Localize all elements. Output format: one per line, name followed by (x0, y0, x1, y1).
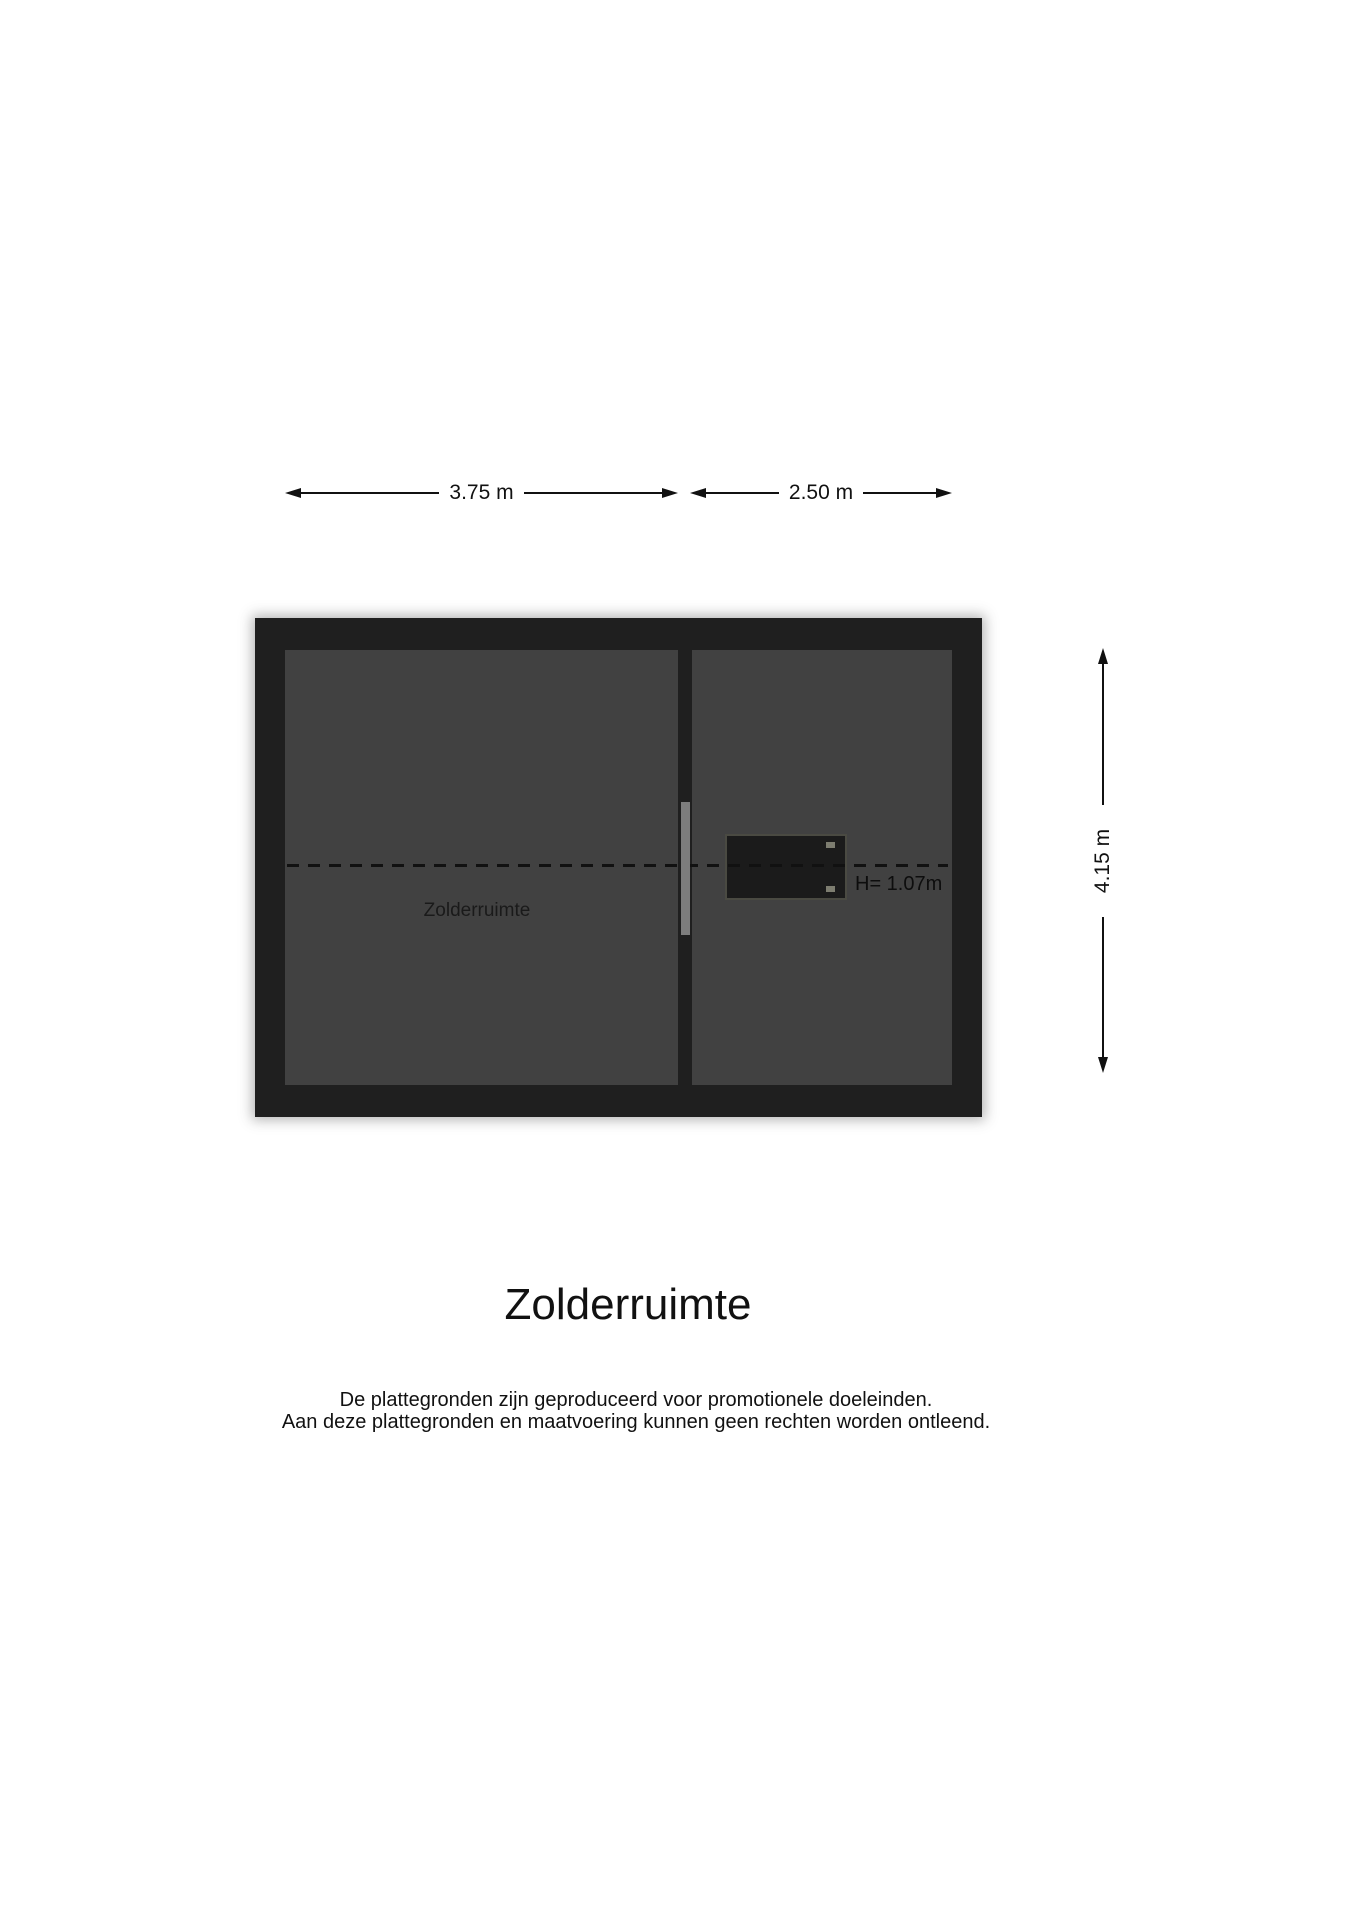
dimension-width-right-room (690, 482, 952, 504)
dimension-width-left-room (285, 482, 678, 504)
arrowhead-up-icon (1098, 648, 1108, 664)
roof-window-hinge-icon (826, 842, 835, 848)
door-opening (681, 802, 690, 935)
dimension-line (1102, 664, 1104, 805)
disclaimer-line-1: De plattegronden zijn geproduceerd voor promotionele doeleinden. (339, 1389, 933, 1411)
dimension-line (1102, 917, 1104, 1058)
dimension-depth-label-box (1092, 805, 1114, 917)
disclaimer-line-2: Aan deze plattegronden en maatvoering kunnen geen rechten worden ontleend. (281, 1411, 991, 1433)
dimension-width-left-label: 3.75 m (449, 481, 514, 504)
arrowhead-right-icon (662, 488, 678, 498)
arrowhead-right-icon (936, 488, 952, 498)
dimension-line (524, 492, 662, 494)
dimension-line (863, 492, 936, 494)
arrowhead-left-icon (690, 488, 706, 498)
roof-window (725, 834, 847, 900)
arrowhead-left-icon (285, 488, 301, 498)
ceiling-height-label: H= 1.07m (855, 873, 943, 895)
arrowhead-down-icon (1098, 1057, 1108, 1073)
room-name-label: Zolderruimte (423, 900, 531, 921)
disclaimer (282, 1389, 990, 1433)
page-title: Zolderruimte (504, 1280, 752, 1329)
dimension-line (706, 492, 779, 494)
dimension-depth-label: 4.15 m (1091, 828, 1114, 893)
floorplan-drawing (255, 618, 982, 1117)
dimension-depth (1092, 648, 1114, 1073)
dimension-width-right-label: 2.50 m (788, 481, 854, 504)
roof-window-hinge-icon (826, 886, 835, 892)
dimension-line (301, 492, 439, 494)
attic-room-left (285, 650, 678, 1085)
ceiling-height-dashed-line (287, 864, 948, 867)
